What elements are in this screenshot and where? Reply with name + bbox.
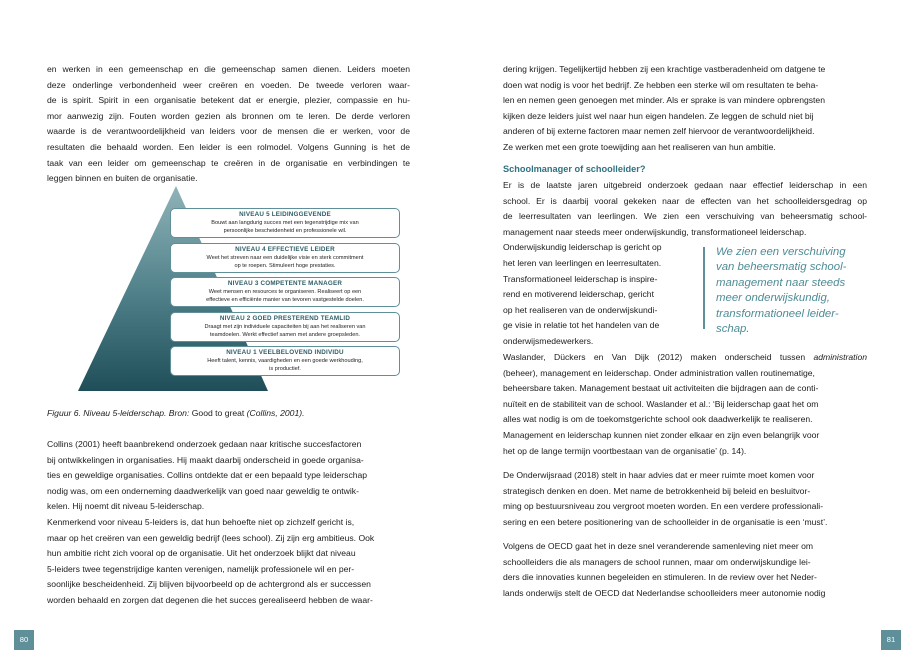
level-description: Heeft talent, kennis, vaardigheden en een goede werkhouding, xyxy=(207,358,363,364)
text-line: bij ontwikkelingen in organisaties. Hij maakt daarbij onderscheid in goede organisa- xyxy=(47,454,364,465)
left-paragraph-1 xyxy=(47,62,410,187)
text-line: Transformationeel leiderschap is inspire- xyxy=(503,273,658,284)
text-line: Kenmerkend voor niveau 5-leiders is, dat hun behoefte niet op zichzelf gericht is, xyxy=(47,516,355,527)
emphasis-text: administration xyxy=(813,352,867,362)
left-paragraph-2 xyxy=(47,437,410,609)
text-line: beheersbare taken. Management bestaat uit activiteiten die bijdragen aan de conti- xyxy=(503,383,819,394)
text-line: onderwijsmedewerkers. xyxy=(503,335,594,346)
section-heading: Schoolmanager of schoolleider? xyxy=(503,164,646,174)
text-line: kelen. Hij noemt dit niveau 5-leiderschap. xyxy=(47,501,205,512)
text-line: nuïteit en de stabiliteit van de school. Waslander et al.: ‘Bij leiderschap gaat het om xyxy=(503,398,819,409)
text-line: op het realiseren van de onderwijskundi- xyxy=(503,304,658,315)
quote-line: van beheersmatig school- xyxy=(716,261,847,274)
text-line: len en nemen geen genoegen met minder. Als er sprake is van mindere opbrengsten xyxy=(503,95,825,106)
level-description: op te roepen. Stimuleert hoge prestaties. xyxy=(234,262,336,269)
level-title: NIVEAU 1 VEELBELOVEND INDIVIDU xyxy=(226,349,344,356)
text-line: de leerresultaten van leerlingen. We zien een verschuiving van beheersmatig school- xyxy=(503,211,867,222)
text-line: hun ambitie richt zich vooral op de organisatie. Uit het onderzoek blijkt dat niveau xyxy=(47,548,356,559)
level-description: Weet mensen en resources te organiseren. Realiseert op een xyxy=(208,289,362,295)
text-line: en werken in een gemeenschap en die gemeenschap samen dienen. Leiders moeten xyxy=(47,64,410,74)
text-line: worden behaald en zorgen dat degenen die het succes gerealiseerd hebben de waar- xyxy=(47,594,373,605)
text-line: taak van een leider om gemeenschap te creëren in de organisatie en verbindingen te xyxy=(47,157,410,168)
page-number-left: 80 xyxy=(14,630,34,650)
text-span: Waslander, Dückers en Van Dijk (2012) maken onderscheid tussen xyxy=(503,352,814,362)
pyramid-level-box xyxy=(170,312,400,342)
text-line: dering krijgen. Tegelijkertijd hebben zij een krachtige vastberadenheid om datgene te xyxy=(503,64,826,74)
right-paragraph-1 xyxy=(503,62,867,156)
quote-line: management naar steeds xyxy=(716,276,846,289)
text-line: ties en geweldige organisaties. Collins ontdekte dat er een bepaald type leiderschap xyxy=(47,470,368,481)
text-line: leggen binnen en buiten de organisatie. xyxy=(47,173,198,184)
text-line: resultaten die behaald worden. Een leider is een rolmodel. Volgens Gunning is het de xyxy=(47,141,410,152)
pyramid-level-box xyxy=(170,277,400,307)
text-line: Ze werken met een grote toewijding aan het realiseren van hun ambitie. xyxy=(503,141,776,152)
level-description: teamdoelen. Werkt effectief samen met andere groepsleden. xyxy=(210,331,360,338)
text-line: mor aanwezig zijn. Fouten worden gezien als bronnen om te leren. De derde verloren xyxy=(47,110,410,121)
leadership-pyramid-figure xyxy=(78,186,403,394)
text-line: alles wat nodig is om de toekomstgerichte school ook daadwerkelijk te realiseren. xyxy=(503,414,813,425)
text-line: Management en leiderschap kunnen niet zonder elkaar en zijn even belangrijk voor xyxy=(503,429,820,440)
text-line: maar op het creëren van een geweldig bedrijf (lees school). Zij zijn erg ambitieus. Ook xyxy=(47,532,375,543)
right-paragraph-5 xyxy=(503,539,867,601)
text-line: Onderwijskundig leiderschap is gericht op xyxy=(503,242,662,253)
text-line: management naar steeds meer onderwijskundig, transformationeel leiderschap. xyxy=(503,226,807,237)
level-title: NIVEAU 4 EFFECTIEVE LEIDER xyxy=(235,245,335,253)
text-line: schoolleiders die als managers de school runnen, maar om onderwijskundige lei- xyxy=(503,556,811,567)
level-description: persoonlijke bescheidenheid en professionele wil. xyxy=(223,228,347,235)
text-line: ders die innovaties kunnen begeleiden en stimuleren. In de review over het Neder- xyxy=(503,572,817,583)
pyramid-level-box xyxy=(170,243,400,273)
level-title: NIVEAU 2 GOED PRESTEREND TEAMLID xyxy=(219,314,351,322)
quote-line: schap. xyxy=(716,323,750,336)
text-line: De Onderwijsraad (2018) stelt in haar advies dat er meer ruimte moet komen voor xyxy=(503,470,815,480)
level-description: Draagt met zijn individuele capaciteiten bij aan het realiseren van xyxy=(204,323,366,330)
pyramid-level-box xyxy=(170,346,400,376)
level-title: NIVEAU 5 LEIDINGGEVENDE xyxy=(239,211,331,218)
quote-line: meer onderwijskundig, xyxy=(716,292,830,305)
text-line: doen wat nodig is voor het bedrijf. Ze hebben een sterke wil om resultaten te beha- xyxy=(503,79,819,90)
text-line: strategisch denken en doen. Met name de betrokkenheid bij beleid en besluitvor- xyxy=(503,485,811,496)
pyramid-level-box xyxy=(170,208,400,238)
right-paragraph-2-narrow xyxy=(503,240,686,349)
page-number-right: 81 xyxy=(881,630,901,650)
figure-caption xyxy=(47,408,304,418)
text-line: het op de lange termijn voortbestaan van de organisatie’ (p. 14). xyxy=(503,445,747,456)
level-title: NIVEAU 3 COMPETENTE MANAGER xyxy=(227,280,343,287)
level-description: Bouwt aan langdurig succes met een tegenstrijdige mix van xyxy=(211,220,359,226)
text-line: Er is de laatste jaren uitgebreid onderzoek gedaan naar effectief leiderschap in een xyxy=(503,180,867,190)
caption-prefix: Figuur 6. Niveau 5-leiderschap. Bron: xyxy=(47,408,192,418)
text-line: lands onderwijs stelt de OECD dat Nederlandse schoolleiders meer autonomie nodig xyxy=(503,587,826,598)
text-line: waarde is de verantwoordelijkheid van leiders voor de mensen die er werken, voor de xyxy=(47,126,410,137)
level-description: is productief. xyxy=(269,366,301,373)
text-line: Collins (2001) heeft baanbrekend onderzoek gedaan naar kritische succesfactoren xyxy=(47,439,362,449)
caption-title: Good to great xyxy=(191,408,245,418)
text-line: nodig was, om een onderneming daadwerkelijk van goed naar geweldig te ontwik- xyxy=(47,485,359,496)
text-line xyxy=(503,350,867,366)
text-line: de is spirit. Spirit in een organisatie betekent dat er energie, plezier, compassie en hu- xyxy=(47,95,410,106)
text-line: soonlijke bescheidenheid. Zij blijven bijvoorbeeld op de achtergrond als er successen xyxy=(47,579,371,590)
pull-quote xyxy=(716,245,846,337)
text-line: (beheer), management en leiderschap. Onder administration vallen routinematige, xyxy=(503,367,815,378)
text-line: deze onderlinge verbondenheid weer creëren en voeden. De tweede verloren waar- xyxy=(47,79,410,90)
quote-line: transformationeel leider- xyxy=(716,307,839,320)
caption-suffix: (Collins, 2001). xyxy=(244,408,305,418)
right-paragraph-4 xyxy=(503,468,867,530)
level-description: effectieve en efficiënte manier van tevoren vastgestelde doelen. xyxy=(206,297,364,304)
text-line: school. Er is daarbij vooral gekeken naar de effecten van het schoolleidersgedrag op xyxy=(503,195,867,206)
text-line: 5-leiders twee tegenstrijdige kanten verenigen, namelijk professionele wil en per- xyxy=(47,563,355,574)
right-paragraph-2 xyxy=(503,178,867,240)
text-line: Volgens de OECD gaat het in deze snel veranderende samenleving niet meer om xyxy=(503,541,814,551)
text-line: ge visie in relatie tot het handelen van de xyxy=(503,320,660,331)
quote-line: We zien een verschuiving xyxy=(716,246,846,258)
text-line: anderen of bij externe factoren maar nemen zelf hiervoor de verantwoordelijkheid. xyxy=(503,126,815,137)
text-line: sering en een betere positionering van de schoolleider in de organisatie is een ‘must’. xyxy=(503,516,828,527)
text-line: ming op bestuursniveau zou vergroot moeten worden. En een verdere professionali- xyxy=(503,501,824,512)
level-description: Weet het streven naar een duidelijke visie en sterk commitment xyxy=(206,254,364,261)
pull-quote-bar xyxy=(703,247,705,329)
text-line: kijken deze leiders juist wel naar hun eigen handelen. Ze leggen de schuld niet bij xyxy=(503,110,814,121)
text-line: het leren van leerlingen en leerresultaten. xyxy=(503,257,662,268)
right-paragraph-3 xyxy=(503,350,867,459)
text-line: rend en motiverend leiderschap, gericht xyxy=(503,289,654,300)
